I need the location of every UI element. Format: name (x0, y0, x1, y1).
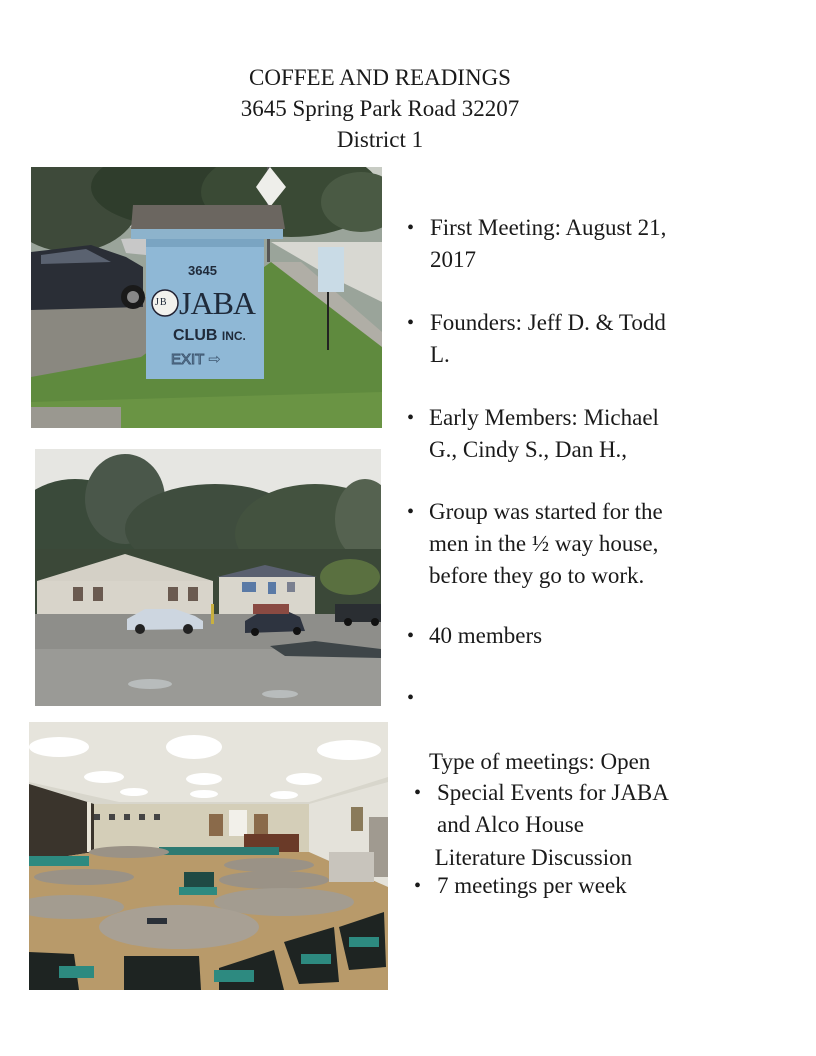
photo-building (35, 449, 381, 706)
bullet-icon: • (414, 782, 422, 804)
sign-name: JABA (179, 285, 256, 321)
photo-meeting-room (29, 722, 388, 990)
sign-subtitle (173, 327, 246, 345)
address: 3645 Spring Park Road 32207 (240, 96, 520, 121)
sign-subtitle-suffix: INC. (221, 329, 246, 343)
sign-logo: JB (155, 297, 168, 308)
list-item-line: Special Events for JABA (437, 780, 669, 805)
page-title: COFFEE AND READINGS (249, 65, 511, 90)
list-item-line: Early Members: Michael (429, 405, 659, 430)
photo-jaba-sign (31, 167, 382, 428)
list-item-line: and Alco House (437, 812, 584, 837)
list-item-line: L. (430, 342, 450, 367)
list-item-line: Literature Discussion (429, 845, 633, 870)
bullet-icon: • (407, 687, 415, 709)
list-item-line: men in the ½ way house, (429, 531, 659, 556)
sign-subtitle-main: CLUB (173, 327, 218, 344)
list-item-line: before they go to work. (429, 563, 645, 588)
list-item-line: First Meeting: August 21, (430, 215, 667, 240)
bullet-icon: • (407, 312, 415, 334)
district: District 1 (336, 127, 424, 152)
bullet-icon: • (407, 217, 415, 239)
bullet-icon: • (414, 875, 422, 897)
bullet-icon: • (407, 625, 415, 647)
bullet-icon: • (407, 407, 415, 429)
page-header (170, 62, 590, 155)
list-item-line: Type of meetings: Open (429, 749, 651, 774)
list-item-line: G., Cindy S., Dan H., (429, 437, 628, 462)
list-item-line: 40 members (429, 623, 543, 648)
bullet-icon: • (407, 501, 415, 523)
arrow-right-icon: ⇨ (208, 351, 221, 368)
list-item-line: Group was started for the (429, 499, 663, 524)
sign-exit-label: EXIT (171, 351, 205, 368)
sign-exit (171, 350, 221, 368)
list-item-line: 7 meetings per week (437, 873, 627, 898)
sign-number: 3645 (188, 263, 217, 278)
list-item-line: Founders: Jeff D. & Todd (430, 310, 666, 335)
list-item-line: 2017 (430, 247, 476, 272)
